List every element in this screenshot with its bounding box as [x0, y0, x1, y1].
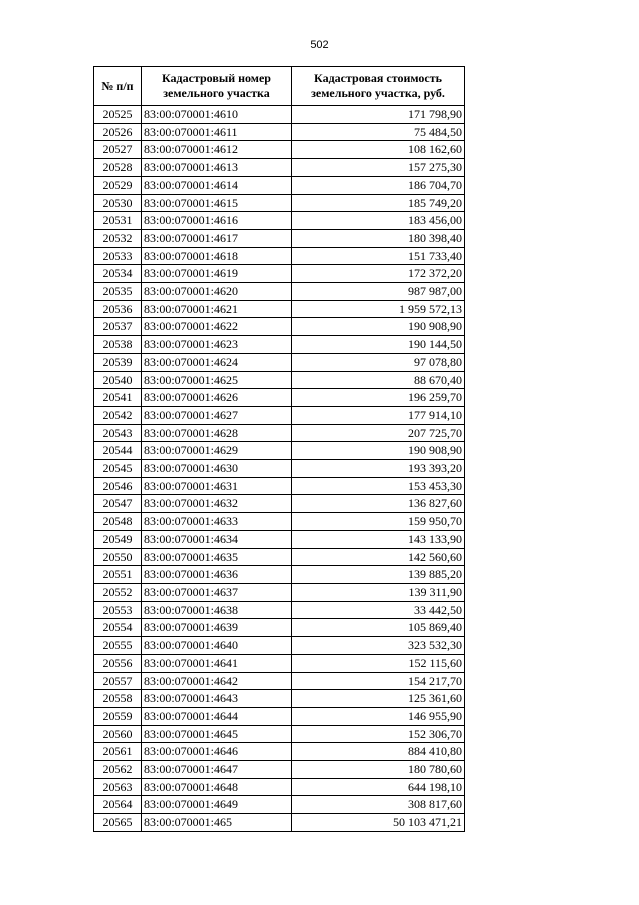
cell-cadastral-value: 186 704,70 — [292, 176, 465, 194]
table-row — [94, 495, 465, 513]
cell-cadastral-value: 183 456,00 — [292, 212, 465, 230]
cell-cadastral-number: 83:00:070001:4644 — [142, 707, 292, 725]
cell-cadastral-value: 152 115,60 — [292, 654, 465, 672]
table-row — [94, 159, 465, 177]
table-row — [94, 247, 465, 265]
table-row — [94, 106, 465, 124]
cell-row-number: 20554 — [94, 619, 142, 637]
table-row — [94, 265, 465, 283]
cell-row-number: 20543 — [94, 424, 142, 442]
cell-cadastral-value: 153 453,30 — [292, 477, 465, 495]
cell-cadastral-number: 83:00:070001:4611 — [142, 123, 292, 141]
cell-row-number: 20548 — [94, 513, 142, 531]
table-row — [94, 194, 465, 212]
table-row — [94, 761, 465, 779]
cell-row-number: 20539 — [94, 353, 142, 371]
cell-cadastral-number: 83:00:070001:4638 — [142, 601, 292, 619]
cell-cadastral-value: 308 817,60 — [292, 796, 465, 814]
table-row — [94, 460, 465, 478]
cell-row-number: 20558 — [94, 690, 142, 708]
cell-row-number: 20532 — [94, 229, 142, 247]
table-row — [94, 707, 465, 725]
header-row-number: № п/п — [94, 67, 142, 106]
cell-cadastral-number: 83:00:070001:4648 — [142, 778, 292, 796]
table-row — [94, 601, 465, 619]
table-row — [94, 300, 465, 318]
cell-cadastral-number: 83:00:070001:4625 — [142, 371, 292, 389]
cell-cadastral-value: 125 361,60 — [292, 690, 465, 708]
cell-cadastral-number: 83:00:070001:4616 — [142, 212, 292, 230]
cell-cadastral-value: 185 749,20 — [292, 194, 465, 212]
table-row — [94, 123, 465, 141]
cell-cadastral-number: 83:00:070001:4610 — [142, 106, 292, 124]
cell-cadastral-number: 83:00:070001:4613 — [142, 159, 292, 177]
table-row — [94, 619, 465, 637]
cell-row-number: 20536 — [94, 300, 142, 318]
cell-row-number: 20552 — [94, 583, 142, 601]
cell-row-number: 20544 — [94, 442, 142, 460]
cell-row-number: 20545 — [94, 460, 142, 478]
cell-cadastral-number: 83:00:070001:4618 — [142, 247, 292, 265]
cell-cadastral-value: 105 869,40 — [292, 619, 465, 637]
cell-cadastral-number: 83:00:070001:4632 — [142, 495, 292, 513]
cell-cadastral-value: 75 484,50 — [292, 123, 465, 141]
cell-cadastral-number: 83:00:070001:4633 — [142, 513, 292, 531]
cell-cadastral-number: 83:00:070001:4615 — [142, 194, 292, 212]
table-row — [94, 283, 465, 301]
cell-cadastral-value: 154 217,70 — [292, 672, 465, 690]
cell-cadastral-value: 159 950,70 — [292, 513, 465, 531]
table-row — [94, 406, 465, 424]
table-row — [94, 725, 465, 743]
cell-cadastral-number: 83:00:070001:4629 — [142, 442, 292, 460]
table-row — [94, 176, 465, 194]
cell-cadastral-number: 83:00:070001:4640 — [142, 637, 292, 655]
table-row — [94, 672, 465, 690]
cell-cadastral-value: 177 914,10 — [292, 406, 465, 424]
cell-row-number: 20556 — [94, 654, 142, 672]
cell-cadastral-value: 50 103 471,21 — [292, 814, 465, 832]
cell-row-number: 20547 — [94, 495, 142, 513]
cell-cadastral-value: 884 410,80 — [292, 743, 465, 761]
table-row — [94, 743, 465, 761]
cell-cadastral-number: 83:00:070001:4619 — [142, 265, 292, 283]
cell-cadastral-number: 83:00:070001:4642 — [142, 672, 292, 690]
cell-cadastral-value: 190 144,50 — [292, 336, 465, 354]
cell-cadastral-value: 97 078,80 — [292, 353, 465, 371]
table-row — [94, 336, 465, 354]
cell-row-number: 20534 — [94, 265, 142, 283]
cell-cadastral-number: 83:00:070001:4647 — [142, 761, 292, 779]
table-row — [94, 353, 465, 371]
cell-cadastral-number: 83:00:070001:4630 — [142, 460, 292, 478]
cell-cadastral-value: 1 959 572,13 — [292, 300, 465, 318]
cell-cadastral-value: 323 532,30 — [292, 637, 465, 655]
cell-row-number: 20531 — [94, 212, 142, 230]
table-header-row — [94, 67, 465, 106]
cell-cadastral-number: 83:00:070001:4627 — [142, 406, 292, 424]
cell-cadastral-number: 83:00:070001:4620 — [142, 283, 292, 301]
header-cadastral-value: Кадастровая стоимость земельного участка, руб. — [292, 67, 465, 106]
cell-cadastral-number: 83:00:070001:4624 — [142, 353, 292, 371]
cell-row-number: 20538 — [94, 336, 142, 354]
table-body — [94, 106, 465, 832]
cell-row-number: 20527 — [94, 141, 142, 159]
cell-cadastral-number: 83:00:070001:4635 — [142, 548, 292, 566]
cell-cadastral-value: 193 393,20 — [292, 460, 465, 478]
table-row — [94, 548, 465, 566]
cell-cadastral-number: 83:00:070001:4649 — [142, 796, 292, 814]
cell-cadastral-value: 88 670,40 — [292, 371, 465, 389]
cell-row-number: 20535 — [94, 283, 142, 301]
cell-row-number: 20526 — [94, 123, 142, 141]
cell-cadastral-value: 180 780,60 — [292, 761, 465, 779]
cell-cadastral-number: 83:00:070001:4614 — [142, 176, 292, 194]
cell-cadastral-number: 83:00:070001:4646 — [142, 743, 292, 761]
cell-row-number: 20564 — [94, 796, 142, 814]
cell-row-number: 20562 — [94, 761, 142, 779]
cell-cadastral-value: 139 885,20 — [292, 566, 465, 584]
cell-cadastral-value: 33 442,50 — [292, 601, 465, 619]
table-row — [94, 389, 465, 407]
table-row — [94, 318, 465, 336]
cell-row-number: 20560 — [94, 725, 142, 743]
cell-row-number: 20533 — [94, 247, 142, 265]
cell-cadastral-value: 139 311,90 — [292, 583, 465, 601]
table-row — [94, 141, 465, 159]
cell-cadastral-number: 83:00:070001:4628 — [142, 424, 292, 442]
cell-row-number: 20529 — [94, 176, 142, 194]
cell-cadastral-number: 83:00:070001:4623 — [142, 336, 292, 354]
table-row — [94, 424, 465, 442]
cell-row-number: 20551 — [94, 566, 142, 584]
table-row — [94, 212, 465, 230]
cell-row-number: 20541 — [94, 389, 142, 407]
table-row — [94, 778, 465, 796]
header-cadastral-number: Кадастровый номер земельного участка — [142, 67, 292, 106]
table-row — [94, 637, 465, 655]
cell-cadastral-value: 143 133,90 — [292, 530, 465, 548]
cell-row-number: 20546 — [94, 477, 142, 495]
cell-cadastral-value: 180 398,40 — [292, 229, 465, 247]
cell-row-number: 20537 — [94, 318, 142, 336]
cell-cadastral-number: 83:00:070001:4621 — [142, 300, 292, 318]
cell-cadastral-number: 83:00:070001:4636 — [142, 566, 292, 584]
cell-row-number: 20542 — [94, 406, 142, 424]
cell-cadastral-value: 108 162,60 — [292, 141, 465, 159]
cell-row-number: 20549 — [94, 530, 142, 548]
table-row — [94, 371, 465, 389]
cell-cadastral-number: 83:00:070001:4612 — [142, 141, 292, 159]
cell-row-number: 20565 — [94, 814, 142, 832]
table-row — [94, 442, 465, 460]
cadastral-value-table — [93, 66, 465, 832]
cell-cadastral-value: 172 372,20 — [292, 265, 465, 283]
cell-row-number: 20559 — [94, 707, 142, 725]
cell-cadastral-value: 142 560,60 — [292, 548, 465, 566]
cell-cadastral-value: 136 827,60 — [292, 495, 465, 513]
cell-cadastral-number: 83:00:070001:4626 — [142, 389, 292, 407]
cell-cadastral-value: 190 908,90 — [292, 318, 465, 336]
cell-cadastral-value: 146 955,90 — [292, 707, 465, 725]
table-row — [94, 566, 465, 584]
cell-row-number: 20555 — [94, 637, 142, 655]
page-number: 502 — [310, 39, 329, 51]
cell-row-number: 20553 — [94, 601, 142, 619]
table-row — [94, 477, 465, 495]
cell-cadastral-value: 152 306,70 — [292, 725, 465, 743]
table-row — [94, 690, 465, 708]
table-row — [94, 654, 465, 672]
cell-cadastral-value: 151 733,40 — [292, 247, 465, 265]
cell-cadastral-number: 83:00:070001:4645 — [142, 725, 292, 743]
cell-cadastral-number: 83:00:070001:4617 — [142, 229, 292, 247]
cell-row-number: 20540 — [94, 371, 142, 389]
cell-cadastral-number: 83:00:070001:465 — [142, 814, 292, 832]
cell-row-number: 20528 — [94, 159, 142, 177]
cell-cadastral-value: 190 908,90 — [292, 442, 465, 460]
cell-row-number: 20550 — [94, 548, 142, 566]
table-row — [94, 814, 465, 832]
table-row — [94, 530, 465, 548]
cell-cadastral-number: 83:00:070001:4641 — [142, 654, 292, 672]
cell-cadastral-number: 83:00:070001:4631 — [142, 477, 292, 495]
cell-cadastral-value: 207 725,70 — [292, 424, 465, 442]
cell-cadastral-value: 157 275,30 — [292, 159, 465, 177]
cell-row-number: 20557 — [94, 672, 142, 690]
cell-row-number: 20525 — [94, 106, 142, 124]
table-row — [94, 513, 465, 531]
cell-cadastral-number: 83:00:070001:4622 — [142, 318, 292, 336]
cell-row-number: 20563 — [94, 778, 142, 796]
table-row — [94, 796, 465, 814]
table-row — [94, 229, 465, 247]
cell-cadastral-value: 987 987,00 — [292, 283, 465, 301]
cell-cadastral-number: 83:00:070001:4639 — [142, 619, 292, 637]
table-row — [94, 583, 465, 601]
cell-cadastral-number: 83:00:070001:4634 — [142, 530, 292, 548]
cell-cadastral-number: 83:00:070001:4637 — [142, 583, 292, 601]
cell-cadastral-number: 83:00:070001:4643 — [142, 690, 292, 708]
cell-row-number: 20561 — [94, 743, 142, 761]
cell-cadastral-value: 171 798,90 — [292, 106, 465, 124]
cell-row-number: 20530 — [94, 194, 142, 212]
cell-cadastral-value: 196 259,70 — [292, 389, 465, 407]
cell-cadastral-value: 644 198,10 — [292, 778, 465, 796]
